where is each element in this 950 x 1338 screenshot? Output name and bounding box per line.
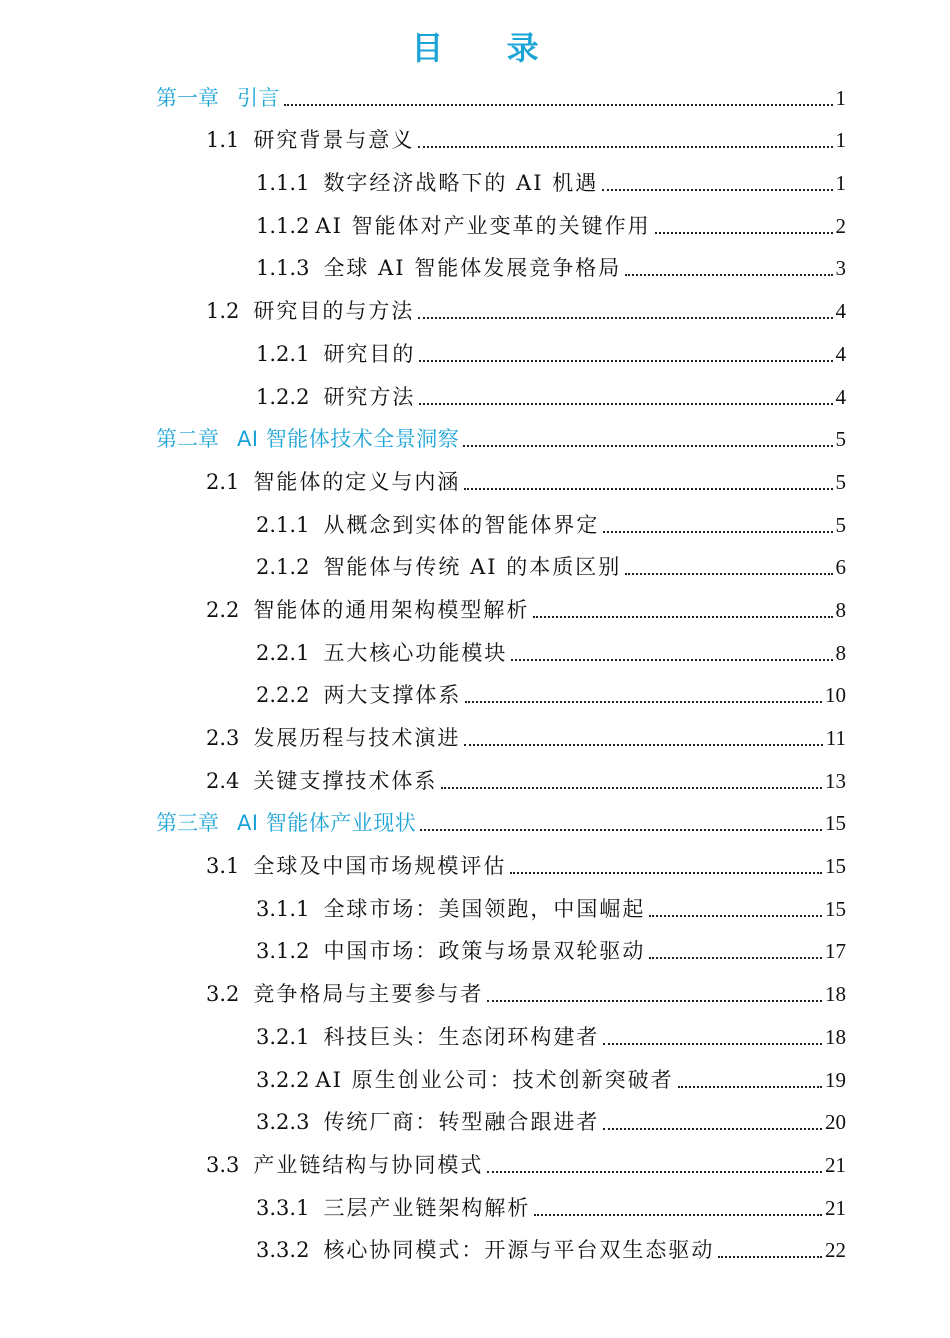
toc-entry-number: 1.2 — [206, 299, 240, 324]
toc-entry-number: 3.3.1 — [256, 1195, 310, 1220]
toc-entry-number: 3.2.1 — [256, 1024, 310, 1049]
toc-entry-title: 全球及中国市场规模评估 — [253, 854, 507, 879]
toc-entry-title: AI 智能体对产业变革的关键作用 — [315, 213, 651, 238]
toc-subsection-entry[interactable] — [0, 160, 846, 203]
toc-entry-number: 2.3 — [206, 726, 240, 750]
toc-dot-leader — [463, 445, 832, 447]
toc-dot-leader — [418, 146, 832, 148]
toc-dot-leader — [511, 659, 832, 661]
toc-subsection-entry[interactable] — [0, 1228, 846, 1271]
toc-dot-leader — [510, 872, 822, 874]
toc-entry-title: 引言 — [237, 85, 280, 110]
toc-entry-title: 研究方法 — [323, 384, 416, 409]
toc-page-number: 4 — [835, 341, 846, 366]
toc-entry-number: 3.2 — [206, 982, 240, 1007]
toc-dot-leader — [718, 1256, 822, 1258]
toc-page-number: 1 — [835, 85, 846, 110]
toc-dot-leader — [625, 573, 832, 575]
toc-page-number: 8 — [835, 597, 846, 622]
toc-entry-title: 从概念到实体的智能体界定 — [323, 512, 600, 537]
toc-dot-leader — [419, 403, 832, 405]
toc-dot-leader — [602, 189, 832, 191]
toc-dot-leader — [534, 1214, 822, 1216]
toc-page-number: 6 — [835, 555, 846, 580]
toc-entry-title: 两大支撑体系 — [323, 683, 462, 708]
toc-dot-leader — [603, 531, 832, 533]
toc-dot-leader — [464, 744, 822, 746]
toc-entry-number: 2.1.1 — [256, 512, 310, 537]
toc-subsection-entry[interactable] — [0, 545, 846, 588]
toc-entry-number: 3.3 — [206, 1152, 240, 1177]
toc-dot-leader — [603, 1128, 822, 1130]
toc-subsection-entry[interactable] — [0, 246, 846, 289]
table-of-contents — [0, 75, 950, 1270]
toc-entry-number: 1.2.2 — [256, 384, 310, 409]
toc-entry-title: 研究目的与方法 — [253, 299, 415, 324]
toc-dot-leader — [678, 1086, 822, 1088]
toc-page-number: 4 — [835, 384, 846, 409]
toc-dot-leader — [420, 829, 822, 831]
toc-page-number: 13 — [825, 768, 846, 793]
toc-entry-title: AI 智能体技术全景洞察 — [237, 427, 460, 452]
toc-page-number: 1 — [835, 171, 846, 196]
toc-entry-title: 三层产业链架构解析 — [323, 1195, 531, 1220]
toc-entry-number: 3.2.3 — [256, 1110, 310, 1135]
toc-entry-title: AI 智能体产业现状 — [237, 811, 417, 836]
toc-entry-number: 3.3.2 — [256, 1238, 310, 1263]
toc-entry-number: 3.1 — [206, 854, 240, 879]
toc-entry-title: 关键支撑技术体系 — [253, 768, 438, 793]
toc-page-number: 19 — [825, 1067, 846, 1092]
toc-entry-title: 核心协同模式：开源与平台双生态驱动 — [323, 1238, 715, 1263]
toc-entry-title: 传统厂商：转型融合跟进者 — [323, 1110, 600, 1135]
toc-entry-number: 第三章 — [156, 811, 219, 836]
toc-entry-title: 研究目的 — [323, 341, 416, 366]
toc-subsection-entry[interactable] — [0, 331, 846, 374]
toc-dot-leader — [625, 274, 832, 276]
toc-entry-title: 科技巨头：生态闭环构建者 — [323, 1024, 600, 1049]
toc-section-entry[interactable] — [0, 459, 846, 502]
toc-page-number: 18 — [825, 1024, 846, 1049]
toc-chapter-entry[interactable] — [0, 75, 846, 118]
toc-page-number: 5 — [835, 469, 846, 494]
toc-subsection-entry[interactable] — [0, 374, 846, 417]
toc-subsection-entry[interactable] — [0, 886, 846, 929]
toc-page-number: 20 — [825, 1110, 846, 1135]
toc-page-number: 22 — [825, 1238, 846, 1263]
toc-dot-leader — [533, 616, 832, 618]
toc-entry-title: 五大核心功能模块 — [323, 640, 508, 665]
toc-section-entry[interactable] — [0, 843, 846, 886]
toc-page-number: 3 — [835, 256, 846, 281]
toc-subsection-entry[interactable] — [0, 673, 846, 716]
toc-entry-number: 第二章 — [156, 427, 219, 452]
toc-entry-number: 2.2.2 — [256, 683, 310, 708]
toc-page-number: 17 — [825, 939, 846, 964]
toc-page-number: 15 — [825, 896, 846, 921]
toc-entry-number: 2.2 — [206, 597, 240, 622]
toc-subsection-entry[interactable] — [0, 1057, 846, 1100]
toc-dot-leader — [418, 317, 832, 319]
toc-page-number: 8 — [835, 640, 846, 665]
toc-subsection-entry[interactable] — [0, 1014, 846, 1057]
toc-section-entry[interactable] — [0, 715, 846, 758]
toc-entry-number: 3.1.2 — [256, 939, 310, 964]
toc-section-entry[interactable] — [0, 971, 846, 1014]
toc-section-entry[interactable] — [0, 587, 846, 630]
toc-entry-title: 全球市场：美国领跑，中国崛起 — [323, 896, 646, 921]
toc-dot-leader — [441, 787, 822, 789]
toc-dot-leader — [649, 957, 822, 959]
toc-entry-number: 2.1.2 — [256, 555, 310, 580]
toc-subsection-entry[interactable] — [0, 203, 846, 246]
page-title: 目 录 — [411, 29, 565, 67]
toc-page-number: 11 — [825, 726, 846, 750]
toc-subsection-entry[interactable] — [0, 630, 846, 673]
toc-dot-leader — [487, 1171, 822, 1173]
toc-page-number: 5 — [835, 427, 846, 452]
toc-page-number: 4 — [835, 299, 846, 324]
toc-dot-leader — [419, 360, 832, 362]
toc-chapter-entry[interactable] — [0, 417, 846, 460]
toc-page-number: 1 — [835, 128, 846, 153]
toc-page-number: 15 — [825, 854, 846, 879]
toc-entry-title: AI 原生创业公司：技术创新突破者 — [315, 1067, 674, 1092]
toc-entry-number: 1.2.1 — [256, 341, 310, 366]
toc-entry-number: 第一章 — [156, 85, 219, 110]
toc-page-number: 21 — [825, 1195, 846, 1220]
toc-section-entry[interactable] — [0, 118, 846, 161]
toc-entry-number: 1.1 — [206, 128, 240, 153]
toc-entry-title: 竞争格局与主要参与者 — [253, 982, 484, 1007]
toc-entry-title: 中国市场：政策与场景双轮驱动 — [323, 939, 646, 964]
toc-subsection-entry[interactable] — [0, 1185, 846, 1228]
toc-page-number: 2 — [835, 213, 846, 238]
toc-entry-title: 智能体与传统 AI 的本质区别 — [323, 555, 622, 580]
toc-subsection-entry[interactable] — [0, 1100, 846, 1143]
toc-section-entry[interactable] — [0, 1142, 846, 1185]
toc-chapter-entry[interactable] — [0, 801, 846, 844]
toc-dot-leader — [284, 104, 833, 106]
toc-entry-number: 2.2.1 — [256, 640, 310, 665]
toc-dot-leader — [655, 232, 833, 234]
toc-dot-leader — [465, 701, 822, 703]
toc-dot-leader — [649, 915, 822, 917]
toc-entry-title: 全球 AI 智能体发展竞争格局 — [323, 256, 622, 281]
toc-page-number: 15 — [825, 811, 846, 836]
toc-page-number: 5 — [835, 512, 846, 537]
toc-entry-title: 智能体的通用架构模型解析 — [253, 597, 530, 622]
toc-entry-number: 1.1.2 — [256, 213, 310, 238]
toc-entry-number: 2.1 — [206, 469, 240, 494]
toc-subsection-entry[interactable] — [0, 502, 846, 545]
toc-dot-leader — [464, 488, 832, 490]
toc-entry-title: 智能体的定义与内涵 — [253, 469, 461, 494]
toc-entry-number: 3.2.2 — [256, 1067, 310, 1092]
toc-entry-title: 产业链结构与协同模式 — [253, 1152, 484, 1177]
toc-entry-title: 研究背景与意义 — [253, 128, 415, 153]
toc-page-number: 10 — [825, 683, 846, 708]
toc-page-number: 21 — [825, 1152, 846, 1177]
toc-entry-number: 2.4 — [206, 768, 240, 793]
toc-entry-number: 3.1.1 — [256, 896, 310, 921]
toc-section-entry[interactable] — [0, 758, 846, 801]
toc-section-entry[interactable] — [0, 288, 846, 331]
toc-entry-title: 发展历程与技术演进 — [253, 726, 461, 750]
toc-page-number: 18 — [825, 982, 846, 1007]
toc-dot-leader — [603, 1043, 822, 1045]
toc-entry-number: 1.1.3 — [256, 256, 310, 281]
toc-entry-number: 1.1.1 — [256, 171, 310, 196]
toc-subsection-entry[interactable] — [0, 929, 846, 972]
toc-dot-leader — [487, 1000, 822, 1002]
toc-entry-title: 数字经济战略下的 AI 机遇 — [323, 171, 599, 196]
